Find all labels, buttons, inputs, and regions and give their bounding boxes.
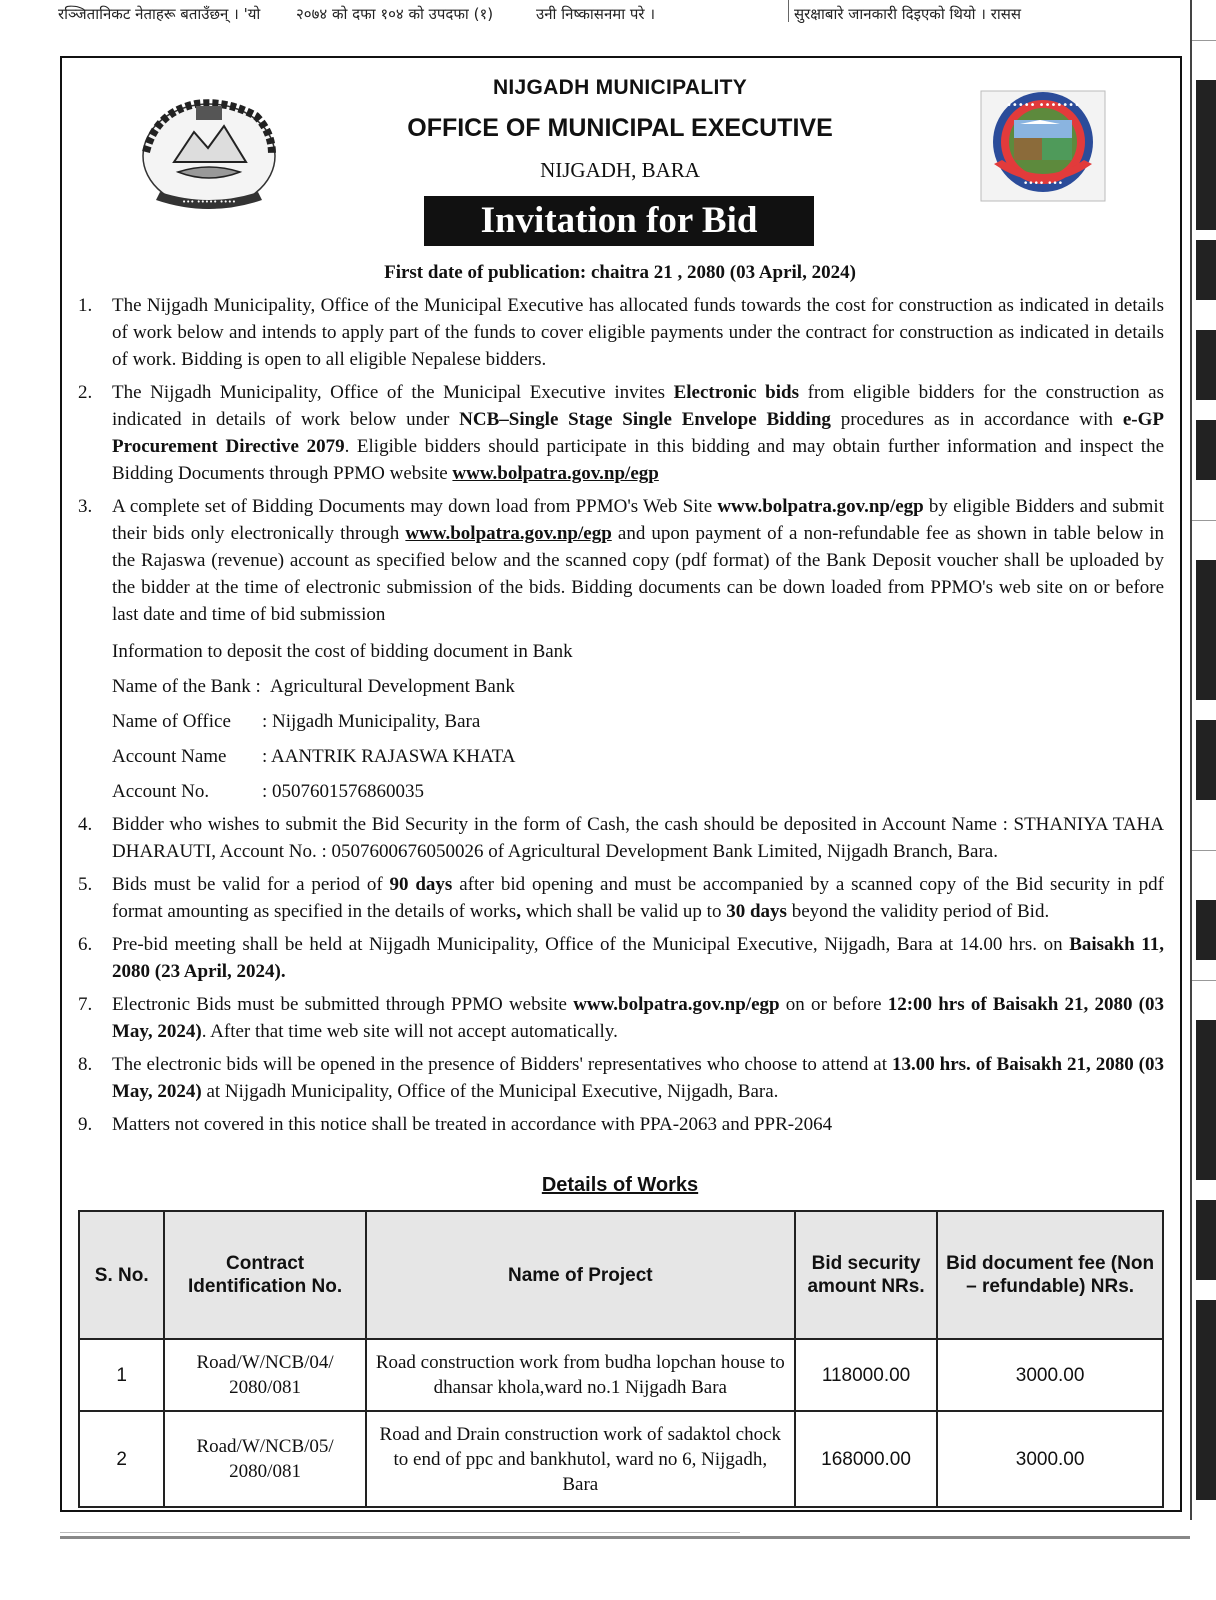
item-text: procedures as in accordance with [830, 409, 1123, 430]
header-project-name: Name of Project [366, 1211, 795, 1339]
notice-title: Invitation for Bid [424, 196, 814, 246]
strip-text-mid: २०७४ को दफा १०४ को उपदफा (१) [296, 5, 494, 23]
notice-item-3 [78, 493, 1164, 628]
item-number: 1. [78, 295, 93, 316]
item-number: 7. [78, 994, 93, 1015]
bank-info-intro: Information to deposit the cost of bidding document in Bank [112, 641, 573, 662]
item-text: The Nijgadh Municipality, Office of the Municipal Executive invites [112, 382, 674, 403]
table-row [79, 1411, 1163, 1507]
cell-bid-security: 118000.00 [795, 1339, 937, 1411]
item-text: on or before [779, 994, 888, 1015]
strip-text-mid2: उनी निष्कासनमा परे । [536, 5, 656, 23]
header-sno: S. No. [79, 1211, 164, 1339]
notice-items-list [78, 292, 1164, 1144]
item-text: after bid opening and must be accompanied by a scanned copy of the Bid security in pdf format amounting as specified in the details of works [112, 874, 1164, 922]
account-name-value: : AANTRIK RAJASWA KHATA [262, 746, 516, 767]
item-text-bold: 30 days [726, 901, 787, 922]
header-bid-security: Bid security amount NRs. [795, 1211, 937, 1339]
office-location: NIJGADH, BARA [540, 158, 700, 182]
table-header-row [79, 1211, 1163, 1339]
bank-name-value: Agricultural Development Bank [270, 676, 515, 697]
item-number: 2. [78, 382, 93, 403]
item-text-bold: , [516, 901, 521, 922]
item-text-bold: Baisakh 11, 2080 (23 April, 2024). [112, 934, 1164, 982]
item-text: Electronic Bids must be submitted through PPMO website [112, 994, 574, 1015]
municipality-name: NIJGADH MUNICIPALITY [492, 76, 748, 99]
works-table [78, 1210, 1164, 1508]
item-number: 5. [78, 874, 93, 895]
bottom-rule [60, 1536, 1190, 1539]
item-text: at Nijgadh Municipality, Office of the Municipal Executive, Nijgadh, Bara. [201, 1081, 779, 1102]
bank-info [78, 634, 1164, 809]
cell-document-fee: 3000.00 [937, 1411, 1163, 1507]
svg-text:•••• •••: •••• ••• [1022, 179, 1064, 189]
notice-item-9 [78, 1111, 1164, 1138]
svg-text:••••• •••••••: ••••• ••••••• [1006, 100, 1080, 111]
notice-item-7 [78, 991, 1164, 1045]
item-text: Bidder who wishes to submit the Bid Security in the form of Cash, the cash should be deposited in Account Name : STHANIYA TAHA DHARAUTI, Account No. : 0507600676050026 of Agricultural Development Bank Limited, Nijgadh Branch, Bara. [112, 814, 1164, 862]
item-number: 3. [78, 496, 93, 517]
details-of-works-title: Details of Works [541, 1174, 699, 1196]
item-text: The Nijgadh Municipality, Office of the Municipal Executive has allocated funds towards the cost for construction as indicated in details of work below and intends to apply part of the funds to cover eligible payments under the contract for construction as indicated in details of work. Bidding is open to all eligible Nepalese bidders. [112, 295, 1164, 370]
newspaper-top-strip [0, 0, 1190, 40]
item-text: Pre-bid meeting shall be held at Nijgadh Municipality, Office of the Municipal Executive, Nijgadh, Bara at 14.00 hrs. on [112, 934, 1070, 955]
item-text: A complete set of Bidding Documents may down load from PPMO's Web Site [112, 496, 718, 517]
cell-project-name: Road construction work from budha lopchan house to dhansar khola,ward no.1 Nijgadh Bara [366, 1339, 795, 1411]
item-number: 9. [78, 1114, 93, 1135]
notice-item-5 [78, 871, 1164, 925]
cell-sno: 2 [79, 1411, 164, 1507]
notice-item-4 [78, 811, 1164, 865]
item-text-bold: e-GP Procurement Directive 2079 [112, 409, 1164, 457]
item-text-bold: 13.00 hrs. of Baisakh 21, 2080 (03 May, 2024) [112, 1054, 1164, 1102]
office-name: OFFICE OF MUNICIPAL EXECUTIVE [407, 114, 833, 142]
cell-project-name: Road and Drain construction work of sadaktol chock to end of ppc and bankhutol, ward no 6, Nijgadh, Bara [366, 1411, 795, 1507]
cell-contract-id: Road/W/NCB/05/ 2080/081 [164, 1411, 365, 1507]
notice-item-1 [78, 292, 1164, 373]
header-contract-id: Contract Identification No. [164, 1211, 365, 1339]
publication-date: First date of publication: chaitra 21 , 2080 (03 April, 2024) [384, 262, 856, 283]
item-text: from eligible bidders for the construction as indicated in details of work below under [112, 382, 1164, 430]
cell-contract-id: Road/W/NCB/04/ 2080/081 [164, 1339, 365, 1411]
item-text: . Eligible bidders should participate in this bidding and may obtain further information and inspect the Bidding Documents through PPMO website [112, 436, 1165, 484]
item-text: . After that time web site will not accept automatically. [201, 1021, 618, 1042]
strip-text-left: रञ्जितानिकट नेताहरू बताउँछन् । 'यो [58, 5, 261, 23]
strip-text-right: सुरक्षाबारे जानकारी दिइएको थियो । रासस [794, 5, 1022, 23]
account-no-value: : 0507601576860035 [262, 781, 425, 802]
cell-document-fee: 3000.00 [937, 1339, 1163, 1411]
item-number: 4. [78, 814, 93, 835]
notice-item-2 [78, 379, 1164, 487]
item-text-bold: 12:00 hrs of Baisakh 21, 2080 (03 May, 2024) [112, 994, 1164, 1042]
bolpatra-link[interactable]: www.bolpatra.gov.np/egp [717, 496, 924, 517]
item-text: by eligible Bidders and submit their bids only electronically through [112, 496, 1164, 544]
table-row [79, 1339, 1163, 1411]
item-text: Matters not covered in this notice shall be treated in accordance with PPA-2063 and PPR-2064 [112, 1114, 833, 1135]
strip-divider [788, 0, 789, 22]
header-document-fee: Bid document fee (Non – refundable) NRs. [937, 1211, 1163, 1339]
item-number: 6. [78, 934, 93, 955]
notice-item-6 [78, 931, 1164, 985]
item-text-bold: NCB–Single Stage Single Envelope Bidding [459, 409, 831, 430]
bottom-thin-rule [60, 1532, 740, 1533]
bolpatra-link[interactable]: www.bolpatra.gov.np/egp [405, 523, 612, 544]
bank-name-label: Name of the Bank : [112, 676, 261, 697]
office-name-label: Name of Office [112, 711, 231, 732]
bolpatra-link[interactable]: www.bolpatra.gov.np/egp [573, 994, 780, 1015]
item-number: 8. [78, 1054, 93, 1075]
item-text-bold: 90 days [389, 874, 453, 895]
account-name-label: Account Name [112, 746, 227, 767]
item-text-bold: Electronic bids [673, 382, 799, 403]
item-text: beyond the validity period of Bid. [786, 901, 1050, 922]
nepal-emblem-icon [136, 92, 282, 218]
account-no-label: Account No. [112, 781, 210, 802]
svg-text:••• ••••• ••••: ••• ••••• •••• [182, 198, 236, 206]
right-column-fragment [1192, 0, 1216, 1600]
office-name-value: : Nijgadh Municipality, Bara [262, 711, 481, 732]
cell-sno: 1 [79, 1339, 164, 1411]
bolpatra-link[interactable]: www.bolpatra.gov.np/egp [452, 463, 659, 484]
item-text: The electronic bids will be opened in the presence of Bidders' representatives who choose to attend at [112, 1054, 892, 1075]
cell-bid-security: 168000.00 [795, 1411, 937, 1507]
nijgadh-municipality-logo-icon [980, 90, 1106, 202]
item-text: Bids must be valid for a period of [112, 874, 390, 895]
item-text: and upon payment of a non-refundable fee as shown in table below in the Rajaswa (revenue) account as specified below and the scanned copy (pdf format) of the Bank Deposit voucher shall be uploaded by the bidder at the time of electronic submission of the bids. Bidding documents can be down loaded from PPMO's web site on or before last date and time of bid submission [112, 523, 1165, 625]
item-text: which shall be valid up to [520, 901, 727, 922]
notice-item-8 [78, 1051, 1164, 1105]
